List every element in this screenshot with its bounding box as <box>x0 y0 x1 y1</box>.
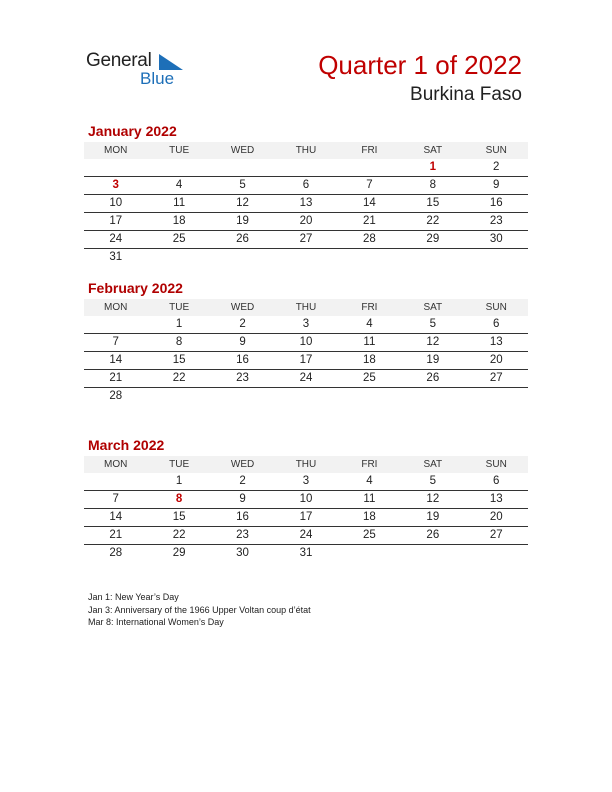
day-cell: 7 <box>366 179 373 191</box>
week-row <box>84 491 528 509</box>
day-cell: 4 <box>366 475 373 487</box>
week-row <box>84 388 528 405</box>
holiday-notes <box>88 591 311 629</box>
weekday-header: SUN <box>485 302 507 313</box>
holiday-note: Mar 8: International Women’s Day <box>88 617 224 627</box>
day-cell: 6 <box>493 475 500 487</box>
day-cell: 25 <box>363 372 376 384</box>
day-cell: 13 <box>489 493 503 505</box>
day-cell: 8 <box>429 179 437 191</box>
day-cell: 10 <box>299 493 313 505</box>
weekday-header: SAT <box>423 145 443 156</box>
day-cell <box>338 159 401 176</box>
week-row <box>84 527 528 545</box>
day-cell: 11 <box>363 493 376 505</box>
weekday-header: WED <box>230 459 255 470</box>
day-cell <box>338 388 401 405</box>
week-row <box>84 509 528 527</box>
day-cell: 17 <box>109 215 123 227</box>
week-row <box>84 231 528 249</box>
day-cell: 13 <box>299 197 313 209</box>
logo-triangle-icon <box>159 54 183 70</box>
weekday-header: SAT <box>423 459 443 470</box>
day-cell: 24 <box>109 233 123 245</box>
day-cell: 1 <box>175 318 183 330</box>
weekday-header: FRI <box>361 302 378 313</box>
day-cell: 12 <box>426 493 440 505</box>
day-cell: 14 <box>109 354 123 366</box>
day-cell: 26 <box>426 529 440 541</box>
weekday-header: MON <box>104 459 128 470</box>
day-cell <box>84 473 147 490</box>
day-cell <box>401 545 464 562</box>
day-cell: 19 <box>426 511 440 523</box>
day-cell: 28 <box>363 233 376 245</box>
day-cell: 26 <box>426 372 440 384</box>
day-cell: 4 <box>366 318 373 330</box>
month-january <box>84 122 528 266</box>
weekday-header: THU <box>295 459 317 470</box>
day-cell: 22 <box>426 215 440 227</box>
weekday-header: TUE <box>169 302 190 313</box>
weekday-header: MON <box>104 302 128 313</box>
day-cell: 23 <box>489 215 503 227</box>
day-cell: 20 <box>489 354 503 366</box>
day-cell: 22 <box>172 529 186 541</box>
weekday-header: FRI <box>361 459 378 470</box>
day-cell: 9 <box>239 493 246 505</box>
month-title: March 2022 <box>88 437 165 453</box>
day-cell <box>147 159 210 176</box>
day-cell: 23 <box>236 372 249 384</box>
day-cell: 26 <box>236 233 249 245</box>
day-cell: 27 <box>299 233 313 245</box>
week-row <box>84 159 528 177</box>
day-cell <box>84 316 147 333</box>
day-cell: 10 <box>299 336 313 348</box>
day-cell: 8 <box>175 493 183 505</box>
weekday-header: TUE <box>169 459 190 470</box>
day-cell: 30 <box>236 547 249 559</box>
week-row <box>84 352 528 370</box>
weekday-header-row <box>84 456 528 473</box>
week-row <box>84 316 528 334</box>
generalblue-logo <box>86 50 186 90</box>
day-cell: 5 <box>429 318 437 330</box>
logo-blue-text: Blue <box>140 69 175 88</box>
week-row <box>84 213 528 231</box>
day-cell <box>84 159 147 176</box>
week-row <box>84 545 528 562</box>
holiday-note: Jan 1: New Year’s Day <box>88 592 179 602</box>
weekday-header: WED <box>230 302 255 313</box>
week-row <box>84 177 528 195</box>
logo-general-text: General <box>86 50 152 71</box>
day-cell: 21 <box>109 372 123 384</box>
day-cell <box>465 545 528 562</box>
weekday-header: THU <box>295 302 317 313</box>
country-name: Burkina Faso <box>410 84 522 105</box>
day-cell: 25 <box>172 233 186 245</box>
day-cell: 29 <box>426 233 440 245</box>
day-cell <box>274 388 337 405</box>
day-cell <box>274 159 337 176</box>
week-row <box>84 334 528 352</box>
day-cell: 25 <box>363 529 376 541</box>
day-cell: 21 <box>109 529 123 541</box>
day-cell <box>274 249 337 266</box>
day-cell: 10 <box>109 197 123 209</box>
day-cell: 7 <box>112 336 119 348</box>
day-cell: 11 <box>173 197 186 209</box>
day-cell: 12 <box>426 336 440 348</box>
day-cell <box>465 388 528 405</box>
day-cell: 12 <box>236 197 249 209</box>
weekday-header: THU <box>295 145 317 156</box>
month-march <box>84 436 528 562</box>
weekday-header-row <box>84 142 528 159</box>
day-cell: 22 <box>172 372 186 384</box>
day-cell: 28 <box>109 547 123 559</box>
day-cell <box>211 159 274 176</box>
day-cell <box>147 249 210 266</box>
day-cell: 2 <box>493 161 500 173</box>
weekday-header: WED <box>230 145 255 156</box>
day-cell: 21 <box>363 215 376 227</box>
weekday-header: SUN <box>485 459 507 470</box>
day-cell <box>465 249 528 266</box>
day-cell <box>147 388 210 405</box>
day-cell <box>211 249 274 266</box>
day-cell: 27 <box>489 529 503 541</box>
month-february <box>84 279 528 405</box>
day-cell: 19 <box>236 215 249 227</box>
day-cell: 18 <box>172 215 186 227</box>
holiday-note: Jan 3: Anniversary of the 1966 Upper Voltan coup d’état <box>88 604 311 615</box>
day-cell: 6 <box>493 318 500 330</box>
day-cell: 7 <box>112 493 119 505</box>
day-cell: 17 <box>299 354 313 366</box>
day-cell <box>338 249 401 266</box>
day-cell: 1 <box>429 161 437 173</box>
day-cell: 14 <box>109 511 123 523</box>
day-cell: 28 <box>109 390 123 402</box>
day-cell: 24 <box>299 529 313 541</box>
weekday-header: MON <box>104 145 128 156</box>
day-cell: 2 <box>239 318 246 330</box>
day-cell <box>338 545 401 562</box>
week-row <box>84 249 528 266</box>
day-cell: 5 <box>239 179 246 191</box>
day-cell: 18 <box>363 511 376 523</box>
weekday-header: SUN <box>485 145 507 156</box>
day-cell: 9 <box>493 179 500 191</box>
day-cell: 16 <box>236 511 249 523</box>
day-cell: 6 <box>302 179 310 191</box>
day-cell: 15 <box>426 197 440 209</box>
day-cell: 15 <box>172 354 186 366</box>
day-cell: 31 <box>299 547 313 559</box>
day-cell: 5 <box>429 475 437 487</box>
day-cell: 20 <box>299 215 313 227</box>
day-cell: 16 <box>489 197 503 209</box>
day-cell: 13 <box>489 336 503 348</box>
week-row <box>84 195 528 213</box>
day-cell <box>401 388 464 405</box>
day-cell: 31 <box>109 251 123 263</box>
weekday-header: SAT <box>423 302 443 313</box>
day-cell: 1 <box>175 475 183 487</box>
day-cell <box>211 388 274 405</box>
week-row <box>84 473 528 491</box>
day-cell: 16 <box>236 354 249 366</box>
day-cell: 19 <box>426 354 440 366</box>
day-cell: 8 <box>175 336 183 348</box>
day-cell: 24 <box>299 372 313 384</box>
day-cell: 17 <box>299 511 313 523</box>
day-cell: 14 <box>363 197 376 209</box>
day-cell <box>401 249 464 266</box>
day-cell: 27 <box>489 372 503 384</box>
day-cell: 4 <box>175 179 183 191</box>
day-cell: 23 <box>236 529 249 541</box>
day-cell: 18 <box>363 354 376 366</box>
page-title: Quarter 1 of 2022 <box>318 50 522 80</box>
weekday-header: FRI <box>361 145 378 156</box>
day-cell: 2 <box>239 475 246 487</box>
day-cell: 3 <box>302 475 310 487</box>
day-cell: 3 <box>112 179 119 191</box>
day-cell: 20 <box>489 511 503 523</box>
day-cell: 30 <box>489 233 503 245</box>
day-cell: 29 <box>172 547 186 559</box>
week-row <box>84 370 528 388</box>
day-cell: 9 <box>239 336 246 348</box>
day-cell: 15 <box>172 511 186 523</box>
day-cell: 11 <box>363 336 376 348</box>
weekday-header-row <box>84 299 528 316</box>
day-cell: 3 <box>302 318 310 330</box>
month-title: January 2022 <box>88 123 177 139</box>
month-title: February 2022 <box>88 280 183 296</box>
weekday-header: TUE <box>169 145 190 156</box>
